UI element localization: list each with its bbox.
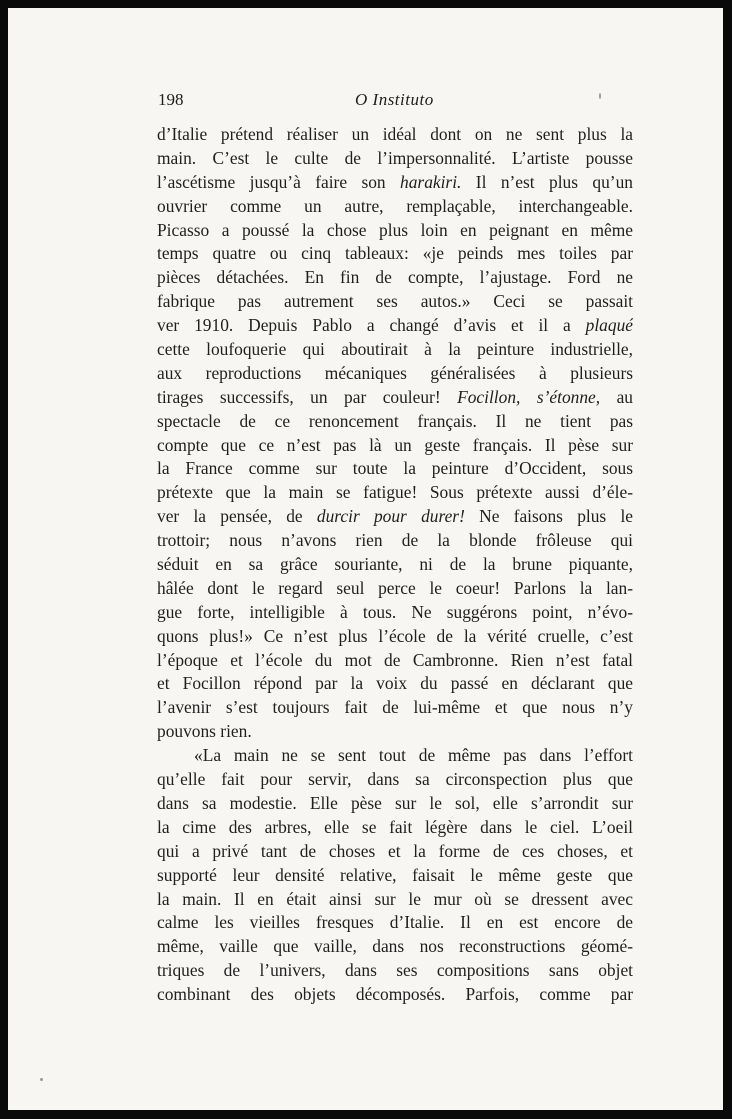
text-line: fabrique pas autrement ses autos.» Ceci se passait <box>157 291 633 312</box>
text-line: d’Italie prétend réaliser un idéal dont on ne sent plus la <box>157 124 633 144</box>
text-line: triques de l’univers, dans ses compositions sans objet <box>157 960 633 981</box>
scan-speck <box>40 1078 43 1081</box>
page-number: 198 <box>158 90 184 109</box>
text-line: l’époque et l’école du mot de Cambronne. Rien n’est fatal <box>157 649 633 670</box>
text-line: prétexte que la main se fatigue! Sous prétexte aussi d’éle- <box>157 482 633 503</box>
paragraph-end-line: pouvons rien. <box>157 721 252 742</box>
text-line: la cime des arbres, elle se fait légère dans le ciel. L’oeil <box>157 816 633 837</box>
text-line: tirages successifs, un par couleur! Focillon, s’étonne, au <box>157 386 633 407</box>
text-line: calme les vieilles fresques d’Italie. Il en est encore de <box>157 912 633 933</box>
paragraph-start-line: «La main ne se sent tout de même pas dans l’effort <box>194 745 633 766</box>
text-line: et Focillon répond par la voix du passé en déclarant que <box>157 673 633 694</box>
text-line: cette loufoquerie qui aboutirait à la peinture industrielle, <box>157 339 633 360</box>
journal-title: O Instituto <box>355 90 434 109</box>
text-line: qui a privé tant de choses et la forme de ces choses, et <box>157 840 633 861</box>
text-line: aux reproductions mécaniques généralisées à plusieurs <box>157 362 633 383</box>
book-page <box>8 8 723 1110</box>
text-line: Picasso a poussé la chose plus loin en peignant en même <box>157 219 633 240</box>
text-line: ouvrier comme un autre, remplaçable, interchangeable. <box>157 195 633 216</box>
body-text <box>157 123 633 1007</box>
text-line: compte que ce n’est pas là un geste français. Il pèse sur <box>157 434 633 455</box>
italic-term: plaqué <box>585 315 633 336</box>
text-line: qu’elle fait pour servir, dans sa circonspection plus que <box>157 769 633 790</box>
text-line: gue forte, intelligible à tous. Ne suggérons point, n’évo- <box>157 601 633 622</box>
text-line: l’ascétisme jusqu’à faire son harakiri. Il n’est plus qu’un <box>157 171 633 192</box>
text-line: quons plus!» Ce n’est plus l’école de la vérité cruelle, c’est <box>157 625 633 646</box>
text-line: l’avenir s’est toujours fait de lui-même et que nous n’y <box>157 697 633 718</box>
text-line: main. C’est le culte de l’impersonnalité. L’artiste pousse <box>157 147 633 168</box>
text-line: spectacle de ce renoncement français. Il ne tient pas <box>157 410 633 431</box>
text-line: ver la pensée, de durcir pour durer! Ne faisons plus le <box>157 506 633 527</box>
text-line: supporté leur densité relative, faisait le même geste que <box>157 864 633 885</box>
scan-speck <box>599 93 601 99</box>
running-head <box>8 88 723 112</box>
italic-term: harakiri. <box>400 171 462 192</box>
text-line: la France comme sur toute la peinture d’Occident, sous <box>157 458 633 479</box>
text-line: temps quatre ou cinq tableaux: «je peinds mes toiles par <box>157 243 633 264</box>
text-line: ver 1910. Depuis Pablo a changé d’avis et il a plaqué <box>157 315 633 336</box>
text-line: trottoir; nous n’avons rien de la blonde frôleuse qui <box>157 530 633 551</box>
text-line: dans sa modestie. Elle pèse sur le sol, elle s’arrondit sur <box>157 792 633 813</box>
text-line: hâlée dont le regard seul perce le coeur! Parlons la lan- <box>157 577 633 598</box>
italic-term: durcir pour durer! <box>316 506 465 527</box>
text-line: la main. Il en était ainsi sur le mur où se dressent avec <box>157 888 633 909</box>
text-line: combinant des objets décomposés. Parfois, comme par <box>157 984 633 1005</box>
text-line: séduit en sa grâce souriante, ni de la brune piquante, <box>157 554 633 575</box>
text-line: même, vaille que vaille, dans nos reconstructions géomé- <box>157 936 633 957</box>
italic-term: Focillon, s’étonne, <box>457 386 601 407</box>
text-line: pièces détachées. En fin de compte, l’ajustage. Ford ne <box>157 267 633 288</box>
